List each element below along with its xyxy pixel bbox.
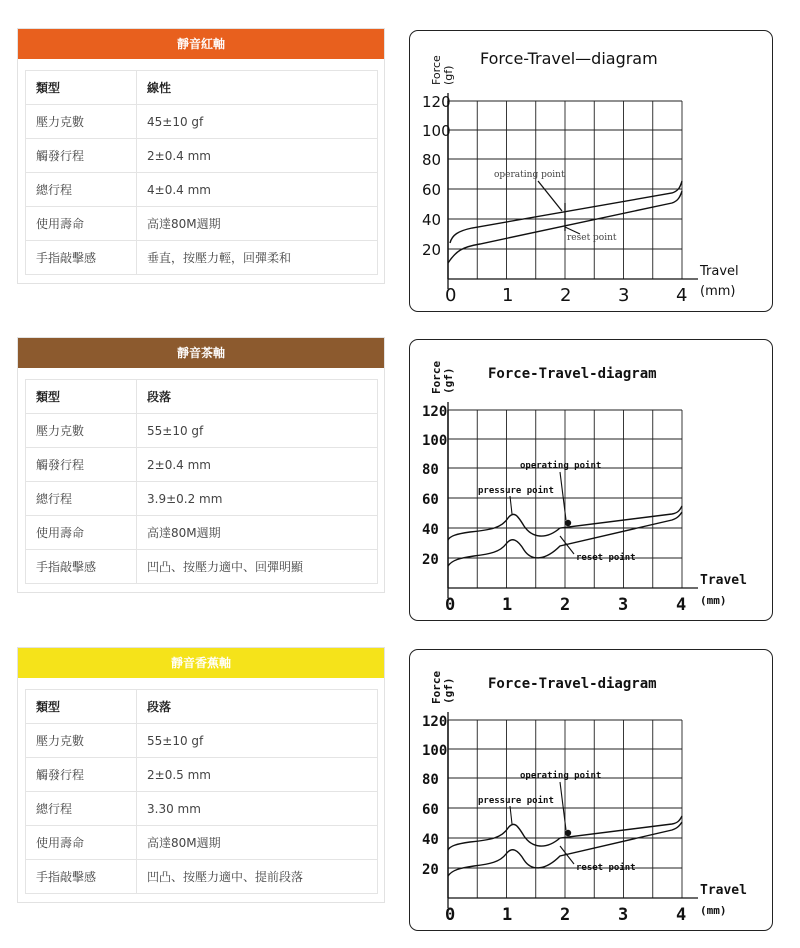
x-tick-label: 3 <box>618 595 629 615</box>
spec-key: 手指敲擊感 <box>26 241 137 275</box>
spec-value: 4±0.4 mm <box>137 173 378 207</box>
spec-value: 段落 <box>137 690 378 724</box>
spec-key: 總行程 <box>26 792 137 826</box>
y-tick-label: 80 <box>422 151 442 169</box>
y-axis-label: Force <box>430 360 443 394</box>
x-tick-label: 4 <box>676 905 687 925</box>
y-axis-label: Force <box>430 670 443 704</box>
operating-point-label: operating point <box>520 461 602 471</box>
force-travel-diagram-red <box>409 30 773 312</box>
spec-value: 55±10 gf <box>137 724 378 758</box>
spec-value: 高達80M週期 <box>137 516 378 550</box>
table-row <box>26 550 378 584</box>
y-tick-label: 120 <box>422 93 451 111</box>
x-tick-label: 0 <box>445 285 457 306</box>
x-tick-label: 0 <box>445 905 456 925</box>
spec-key: 類型 <box>26 71 137 105</box>
pressure-point-label: pressure point <box>478 486 554 496</box>
table-row <box>26 792 378 826</box>
spec-value: 凹凸、按壓力適中、回彈明顯 <box>137 550 378 584</box>
y-tick-label: 100 <box>422 122 451 140</box>
spec-key: 總行程 <box>26 482 137 516</box>
spec-key: 壓力克數 <box>26 414 137 448</box>
spec-key: 使用壽命 <box>26 207 137 241</box>
pressure-leader <box>510 496 512 514</box>
spec-value: 垂直，按壓力輕，回彈柔和 <box>137 241 378 275</box>
y-tick-label: 40 <box>422 211 442 229</box>
spec-value: 高達80M週期 <box>137 207 378 241</box>
x-axis-unit: (mm) <box>700 594 727 607</box>
x-axis-label: Travel <box>700 573 747 588</box>
diagram-title: Force-Travel—diagram <box>480 49 658 68</box>
spec-card-red <box>17 28 385 284</box>
reset-point-label: reset point <box>576 553 636 563</box>
diagram-svg <box>410 340 771 619</box>
spec-value: 線性 <box>137 71 378 105</box>
x-axis-unit: (mm) <box>700 904 727 917</box>
spec-value: 2±0.4 mm <box>137 448 378 482</box>
press-curve <box>450 181 682 243</box>
x-tick-label: 2 <box>560 905 571 925</box>
spec-value: 2±0.4 mm <box>137 139 378 173</box>
table-row <box>26 860 378 894</box>
reset-point-label: reset point <box>576 863 636 873</box>
x-tick-label: 4 <box>676 285 688 306</box>
table-row <box>26 758 378 792</box>
spec-value: 45±10 gf <box>137 105 378 139</box>
table-row <box>26 105 378 139</box>
x-axis-label: Travel <box>700 883 747 898</box>
spec-key: 總行程 <box>26 173 137 207</box>
card-title: 靜音香蕉軸 <box>18 648 384 678</box>
spec-table <box>25 689 378 894</box>
y-tick-label: 120 <box>422 404 448 420</box>
operating-point-dot <box>565 830 571 836</box>
y-axis-unit: (gf) <box>442 677 455 704</box>
spec-key: 壓力克數 <box>26 724 137 758</box>
x-tick-label: 2 <box>560 595 571 615</box>
table-row <box>26 690 378 724</box>
diagram-title: Force-Travel-diagram <box>488 366 657 382</box>
x-tick-label: 0 <box>445 595 456 615</box>
x-tick-label: 4 <box>676 595 687 615</box>
y-tick-label: 40 <box>422 522 439 538</box>
spec-value: 55±10 gf <box>137 414 378 448</box>
pressure-leader <box>510 806 512 824</box>
table-row <box>26 380 378 414</box>
spec-key: 手指敲擊感 <box>26 550 137 584</box>
table-row <box>26 482 378 516</box>
table-row <box>26 448 378 482</box>
diagram-title: Force-Travel-diagram <box>488 676 657 692</box>
y-tick-label: 80 <box>422 462 439 478</box>
table-row <box>26 173 378 207</box>
table-row <box>26 826 378 860</box>
y-tick-label: 60 <box>422 181 442 199</box>
force-travel-diagram-brown <box>409 339 773 621</box>
spec-key: 類型 <box>26 690 137 724</box>
x-axis-label: Travel <box>700 264 739 279</box>
spec-key: 觸發行程 <box>26 448 137 482</box>
table-row <box>26 139 378 173</box>
y-tick-label: 20 <box>422 241 442 259</box>
table-row <box>26 241 378 275</box>
spec-key: 使用壽命 <box>26 826 137 860</box>
y-tick-label: 40 <box>422 832 439 848</box>
spec-key: 類型 <box>26 380 137 414</box>
y-tick-label: 60 <box>422 492 439 508</box>
pressure-point-label: pressure point <box>478 796 554 806</box>
operating-point-dot <box>565 520 571 526</box>
spec-value: 高達80M週期 <box>137 826 378 860</box>
table-row <box>26 71 378 105</box>
table-row <box>26 724 378 758</box>
spec-table <box>25 379 378 584</box>
spec-value: 段落 <box>137 380 378 414</box>
y-tick-label: 60 <box>422 802 439 818</box>
spec-card-brown <box>17 337 385 593</box>
x-tick-label: 2 <box>560 285 572 306</box>
table-row <box>26 207 378 241</box>
x-tick-label: 1 <box>502 285 514 306</box>
y-axis-unit: (gf) <box>442 65 455 85</box>
diagram-svg <box>410 31 771 310</box>
force-travel-diagram-banana <box>409 649 773 931</box>
y-tick-label: 20 <box>422 862 439 878</box>
y-tick-label: 80 <box>422 772 439 788</box>
spec-key: 壓力克數 <box>26 105 137 139</box>
x-axis-unit: (mm) <box>700 284 736 299</box>
spec-value: 凹凸、按壓力適中、提前段落 <box>137 860 378 894</box>
table-row <box>26 414 378 448</box>
y-tick-label: 100 <box>422 743 448 759</box>
operating-point-label: operating point <box>520 771 602 781</box>
card-title: 靜音紅軸 <box>18 29 384 59</box>
x-tick-label: 1 <box>502 905 513 925</box>
operating-point-label: operating point <box>494 170 565 180</box>
diagram-svg <box>410 650 771 929</box>
table-row <box>26 516 378 550</box>
reset-point-label: reset point <box>567 233 617 243</box>
spec-card-banana <box>17 647 385 903</box>
y-tick-label: 100 <box>422 433 448 449</box>
x-tick-label: 1 <box>502 595 513 615</box>
spec-key: 觸發行程 <box>26 758 137 792</box>
card-title: 靜音茶軸 <box>18 338 384 368</box>
operating-leader <box>538 181 562 211</box>
spec-key: 使用壽命 <box>26 516 137 550</box>
y-axis-unit: (gf) <box>442 367 455 394</box>
spec-value: 2±0.5 mm <box>137 758 378 792</box>
y-axis-label: Force <box>430 55 443 85</box>
spec-value: 3.30 mm <box>137 792 378 826</box>
spec-key: 手指敲擊感 <box>26 860 137 894</box>
x-tick-label: 3 <box>618 905 629 925</box>
spec-table <box>25 70 378 275</box>
y-tick-label: 120 <box>422 714 448 730</box>
x-tick-label: 3 <box>618 285 630 306</box>
spec-value: 3.9±0.2 mm <box>137 482 378 516</box>
y-tick-label: 20 <box>422 552 439 568</box>
spec-key: 觸發行程 <box>26 139 137 173</box>
